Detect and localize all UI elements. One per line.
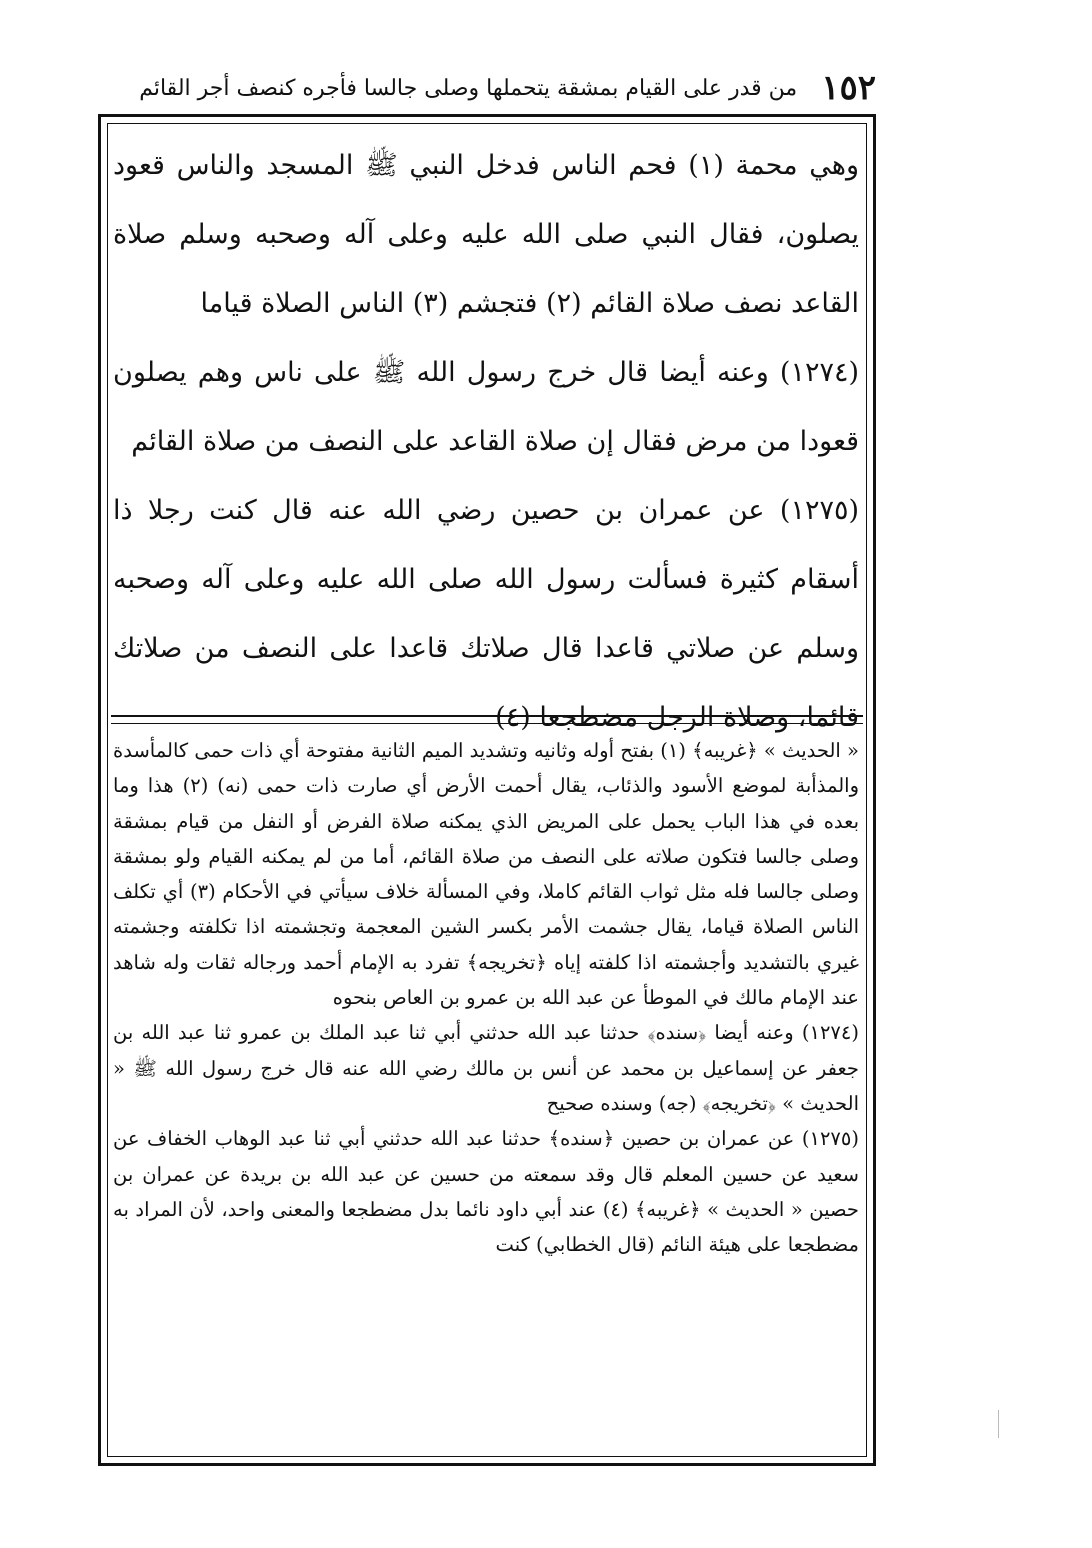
- page-number: ١٥٢: [821, 68, 876, 108]
- running-title: من قدر على القيام بمشقة يتحملها وصلى جالسا فأجره كنصف أجر القائم: [139, 75, 798, 101]
- note-paragraph-1274: (١٢٧٤) وعنه أيضا ﴿سنده﴾ حدثنا عبد الله حدثني أبي ثنا عبد الملك بن عمرو ثنا عبد الله بن جعفر عن إسماعيل بن محمد عن أنس بن مالك رضي الله عنه قال خرج رسول الله ﷺ « الحديث » ﴿تخريجه﴾ (جه) وسنده صحيح: [113, 1021, 859, 1115]
- hadith-paragraph-1274: (١٢٧٤) وعنه أيضا قال خرج رسول الله ﷺ على ناس وهم يصلون قعودا من مرض فقال إن صلاة القاعد على النصف من صلاة القائم: [113, 357, 859, 457]
- hadith-paragraph-continued: وهي محمة (١) فحم الناس فدخل النبي ﷺ المسجد والناس قعود يصلون، فقال النبي صلى الله عليه وعلى آله وصحبه وسلم صلاة القاعد نصف صلاة القائم (٢) فتجشم (٣) الناس الصلاة قياما: [113, 150, 859, 319]
- section-separator-rule: [111, 715, 863, 724]
- hadith-paragraph-1275: (١٢٧٥) عن عمران بن حصين رضي الله عنه قال كنت رجلا ذا أسقام كثيرة فسألت رسول الله صلى الله عليه وعلى آله وصحبه وسلم عن صلاتي قاعدا قال صلاتك قاعدا على النصف من صلاتك قائما، وصلاة الرجل مضطجعا (٤): [113, 495, 859, 733]
- hadith-main-text: [113, 131, 859, 733]
- page-frame: [98, 114, 876, 1466]
- margin-mark: [998, 1410, 999, 1438]
- page-header: [136, 68, 876, 108]
- note-paragraph-1275: (١٢٧٥) عن عمران بن حصين ﴿سنده﴾ حدثنا عبد الله حدثني أبي ثنا عبد الوهاب الخفاف عن سعيد عن حسين المعلم قال وقد سمعته من حسين عن عبد الله بن بريدة عن عمران بن حصين « الحديث » ﴿غريبه﴾ (٤) عند أبي داود نائما بدل مضطجعا والمعنى واحد، لأن المراد به مضطجعا على هيئة النائم (قال الخطابي) كنت: [113, 1127, 859, 1257]
- note-paragraph-gharib: « الحديث » ﴿غريبه﴾ (١) بفتح أوله وثانيه وتشديد الميم الثانية مفتوحة أي ذات حمى كالمأسدة والمذأبة لموضع الأسود والذئاب، يقال أحمت الأرض أي صارت ذات حمى (نه) (٢) هذا وما بعده في هذا الباب يحمل على المريض الذي يمكنه صلاة الفرض أو النفل من قيام بمشقة وصلى جالسا فتكون صلاته على النصف من صلاة القائم، أما من لم يمكنه القيام ولو بمشقة وصلى جالسا فله مثل ثواب القائم كاملا، وفي المسألة خلاف سيأتي في الأحكام (٣) أي تكلف الناس الصلاة قياما، يقال جشمت الأمر بكسر الشين المعجمة وتجشمته اذا تكلفته وجشمته غيري بالتشديد وأجشمته اذا كلفته إياه ﴿تخريجه﴾ تفرد به الإمام أحمد ورجاله ثقات وله شاهد عند الإمام مالك في الموطأ عن عبد الله بن عمرو بن العاص بنحوه: [113, 739, 859, 1010]
- commentary-notes: [113, 733, 859, 1455]
